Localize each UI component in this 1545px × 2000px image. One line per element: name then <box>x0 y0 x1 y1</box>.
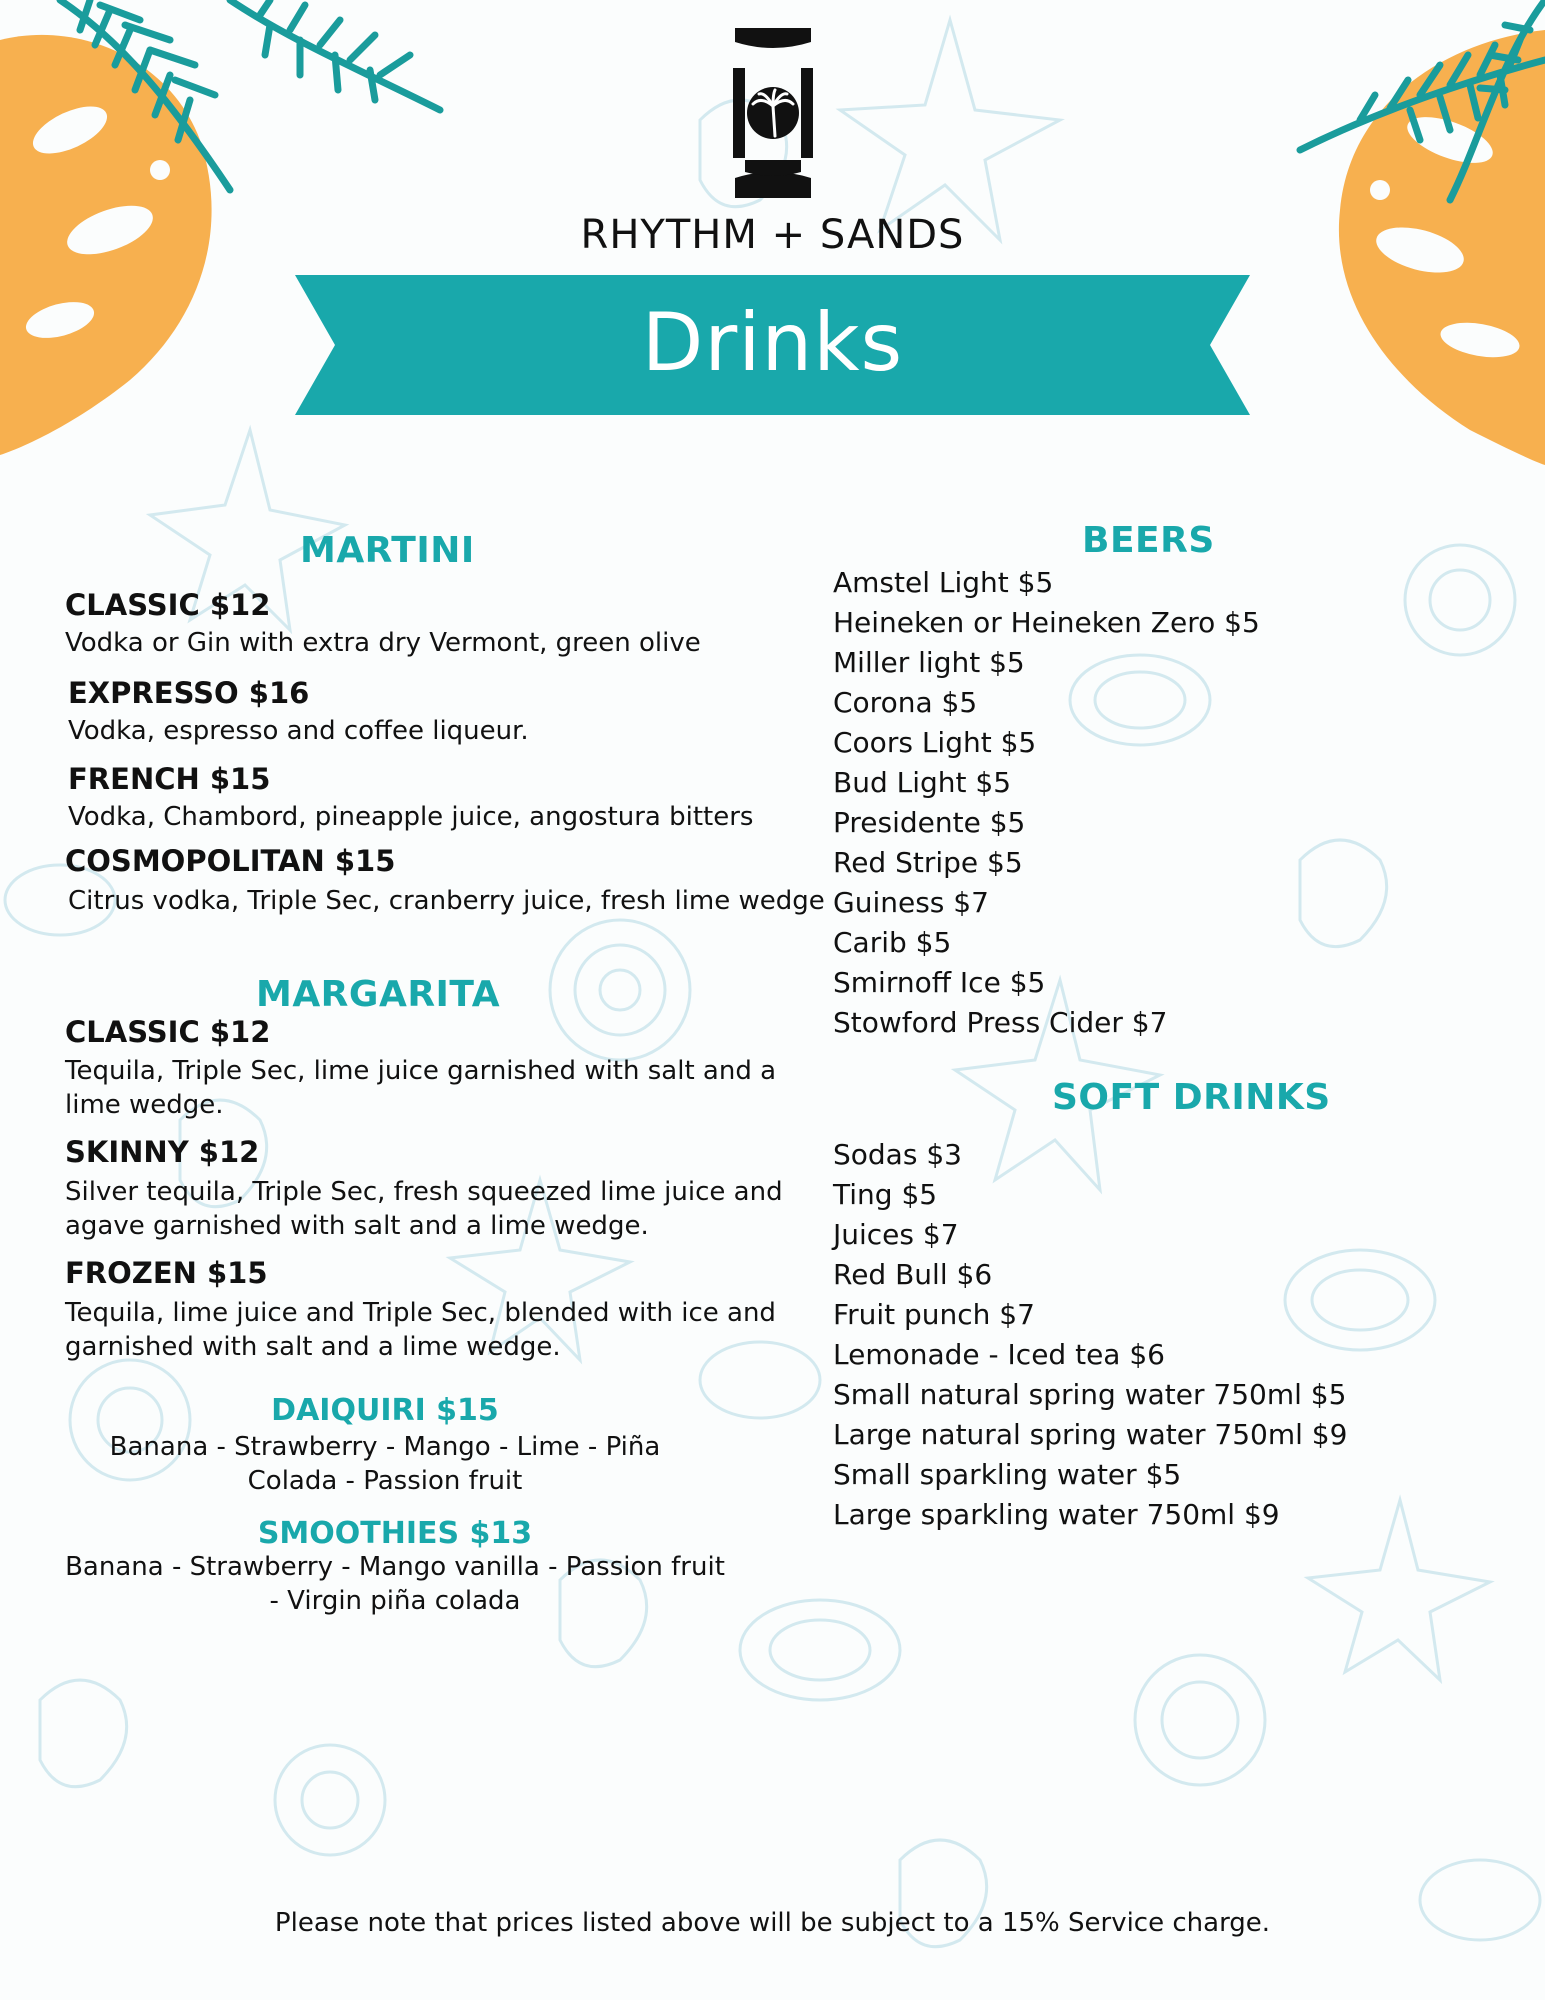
smoothies-heading: SMOOTHIES $13 <box>257 1516 533 1551</box>
list-item: Large sparkling water 750ml $9 <box>833 1498 1280 1531</box>
beer-list <box>833 563 1260 1043</box>
service-charge-note: Please note that prices listed above will be subject to a 15% Service charge. <box>274 1908 1271 1938</box>
list-item: Sodas $3 <box>833 1138 962 1171</box>
list-item: Coors Light $5 <box>833 726 1037 759</box>
list-item: Carib $5 <box>833 926 952 959</box>
list-item: Miller light $5 <box>833 646 1025 679</box>
list-item: Presidente $5 <box>833 806 1026 839</box>
list-item: Large natural spring water 750ml $9 <box>833 1418 1348 1451</box>
shell-icon <box>1405 545 1515 655</box>
martini-heading: MARTINI <box>300 530 475 571</box>
list-item: Red Bull $6 <box>833 1258 993 1291</box>
list-item: Stowford Press Cider $7 <box>833 1006 1168 1039</box>
menu-item-desc: Silver tequila, Triple Sec, fresh squeezed lime juice and agave garnished with salt and a lime wedge. <box>65 1177 783 1241</box>
list-item: Guiness $7 <box>833 886 989 919</box>
daiquiri-heading: DAIQUIRI $15 <box>271 1393 499 1428</box>
list-item: Juices $7 <box>833 1218 959 1251</box>
starfish-icon <box>840 20 1060 240</box>
list-item: Heineken or Heineken Zero $5 <box>833 606 1260 639</box>
menu-item-desc: Vodka or Gin with extra dry Vermont, green olive <box>65 628 701 658</box>
brand-name: RHYTHM + SANDS <box>580 212 965 258</box>
list-item: Lemonade - Iced tea $6 <box>833 1338 1165 1371</box>
list-item: Small sparkling water $5 <box>833 1458 1182 1491</box>
brand-logo <box>731 28 815 198</box>
conch-icon <box>1300 840 1387 947</box>
menu-item-name: CLASSIC $12 <box>65 1015 271 1049</box>
daiquiri-flavors: Banana - Strawberry - Mango - Lime - Piña Colada - Passion fruit <box>109 1432 661 1496</box>
list-item: Corona $5 <box>833 686 978 719</box>
shell-icon <box>275 1745 385 1855</box>
beers-heading: BEERS <box>1082 520 1215 561</box>
soft-drinks-list <box>833 1135 1347 1535</box>
menu-item-desc: Vodka, Chambord, pineapple juice, angostura bitters <box>68 802 754 832</box>
list-item: Small natural spring water 750ml $5 <box>833 1378 1347 1411</box>
margarita-heading: MARGARITA <box>256 974 501 1015</box>
list-item: Bud Light $5 <box>833 766 1012 799</box>
page-title: Drinks <box>641 296 904 389</box>
menu-item-desc: Tequila, lime juice and Triple Sec, blended with ice and garnished with salt and a lime wedge. <box>65 1298 776 1362</box>
soft-drinks-heading: SOFT DRINKS <box>1052 1077 1331 1118</box>
list-item: Fruit punch $7 <box>833 1298 1035 1331</box>
menu-item-desc: Citrus vodka, Triple Sec, cranberry juice, fresh lime wedge <box>68 886 825 916</box>
menu-item-name: FRENCH $15 <box>68 762 271 796</box>
smoothies-flavors: Banana - Strawberry - Mango vanilla - Passion fruit - Virgin piña colada <box>65 1552 725 1616</box>
shell-icon <box>1135 1655 1265 1785</box>
menu-item-name: FROZEN $15 <box>65 1256 268 1290</box>
list-item: Amstel Light $5 <box>833 566 1054 599</box>
list-item: Red Stripe $5 <box>833 846 1023 879</box>
conch-icon <box>40 1680 127 1787</box>
list-item: Ting $5 <box>833 1178 938 1211</box>
menu-item-name: SKINNY $12 <box>65 1135 260 1169</box>
menu-item-name: COSMOPOLITAN $15 <box>65 844 396 878</box>
list-item: Smirnoff Ice $5 <box>833 966 1046 999</box>
shell-icon <box>550 920 690 1060</box>
menu-item-name: CLASSIC $12 <box>65 588 271 622</box>
menu-item-desc: Tequila, Triple Sec, lime juice garnished with salt and a lime wedge. <box>65 1056 777 1120</box>
menu-item-desc: Vodka, espresso and coffee liqueur. <box>68 716 529 746</box>
clam-icon <box>740 1600 900 1700</box>
menu-item-name: EXPRESSO $16 <box>68 676 310 710</box>
